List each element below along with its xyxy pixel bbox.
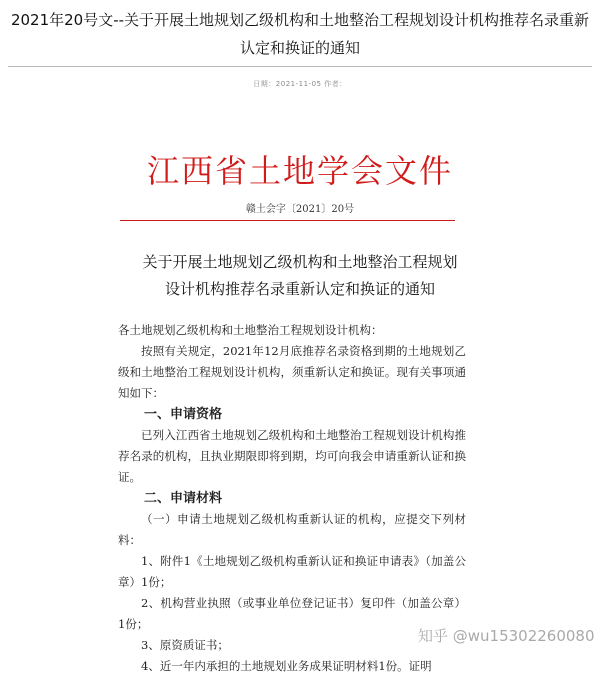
zhihu-watermark: 知乎 @wu15302260080 xyxy=(418,627,595,645)
list-item-2: 2、机构营业执照（或事业单位登记证书）复印件（加盖公章）1份； xyxy=(118,596,466,631)
intro-paragraph: 按照有关规定，2021年12月底推荐名录资格到期的土地规划乙级和土地整治工程规划设计机构，须重新认定和换证。现有关事项通知如下： xyxy=(118,344,466,400)
section-2-subsection-1: （一）申请土地规划乙级机构重新认证的机构，应提交下列材料： xyxy=(118,512,466,547)
section-2-heading: 二、申请材料 xyxy=(144,491,223,506)
section-1-text: 已列入江西省土地规划乙级机构和土地整治工程规划设计机构推荐名录的机构，且执业期限即将到期，均可向我会申请重新认证和换证。 xyxy=(118,428,466,484)
notice-title-line-2: 设计机构推荐名录重新认定和换证的通知 xyxy=(164,280,435,298)
list-item-3: 3、原资质证书； xyxy=(141,638,229,652)
article-title: 2021年20号文--关于开展土地规划乙级机构和土地整治工程规划设计机构推荐名录重新认定和换证的通知 xyxy=(10,11,590,57)
document-number: 赣土会字〔2021〕20号 xyxy=(245,204,355,215)
salutation: 各土地规划乙级机构和土地整治工程规划设计机构： xyxy=(118,323,383,337)
document-header: 江西省土地学会文件 xyxy=(146,152,453,190)
list-item-4: 4、近一年内承担的土地规划业务成果证明材料1份。证明 xyxy=(141,659,432,673)
list-item-1: 1、附件1《土地规划乙级机构重新认证和换证申请表》（加盖公章）1份； xyxy=(118,554,466,589)
title-divider xyxy=(8,66,592,67)
article-meta: 日期：2021-11-05 作者： xyxy=(253,80,347,88)
notice-title-line-1: 关于开展土地规划乙级机构和土地整治工程规划 xyxy=(142,253,458,271)
notice-title xyxy=(110,249,490,303)
document-body xyxy=(118,320,466,677)
section-1-heading: 一、申请资格 xyxy=(144,407,223,422)
red-divider xyxy=(120,220,455,221)
